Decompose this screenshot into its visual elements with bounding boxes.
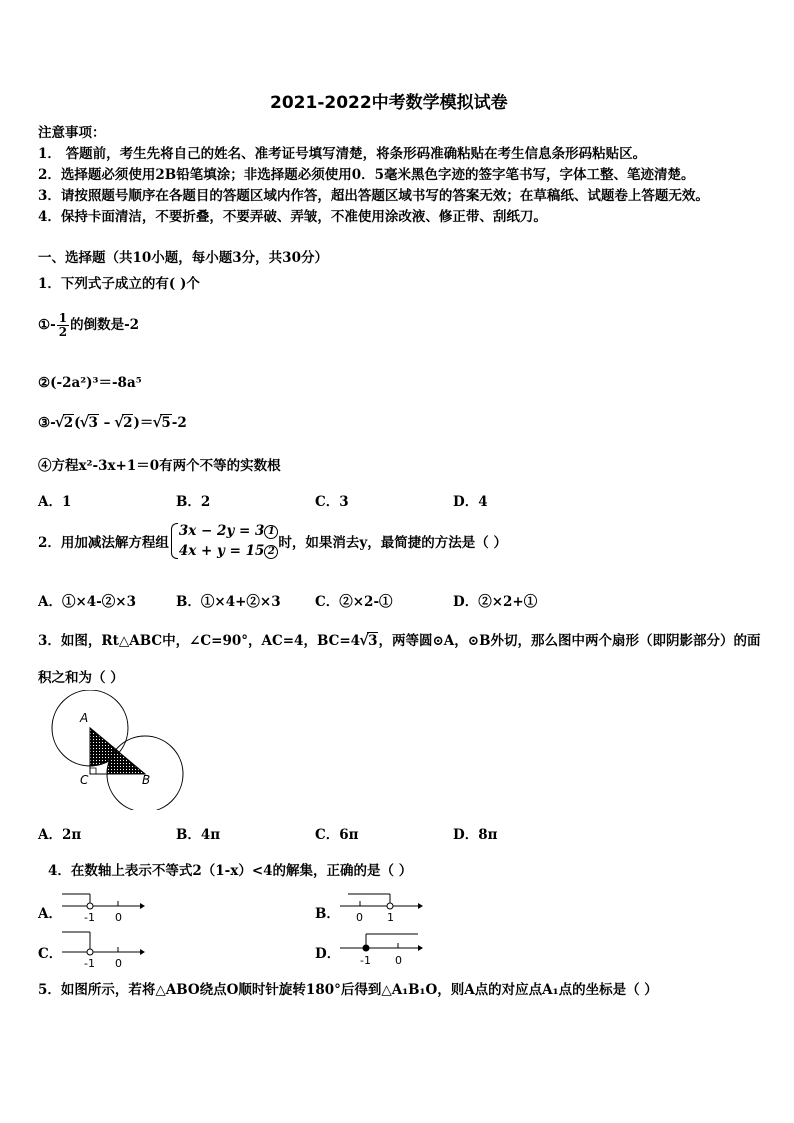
q1-option-d[interactable]: D．4 — [453, 494, 488, 510]
svg-text:0: 0 — [395, 954, 402, 967]
sector-b — [107, 750, 145, 774]
q4-stem: 4．在数轴上表示不等式2（1-x）<4的解集，正确的是（ ） — [48, 863, 413, 879]
q3-option-c[interactable]: C．6π — [315, 827, 359, 843]
sqrt: √ 3 — [360, 633, 378, 649]
sqrt: √ 2 — [56, 415, 74, 431]
svg-text:-1: -1 — [84, 957, 95, 970]
q1-stem: 1．下列式子成立的有( )个 — [38, 276, 200, 292]
svg-text:-1: -1 — [84, 911, 95, 924]
svg-text:1: 1 — [387, 911, 394, 924]
notice-item-4: 4．保持卡面清洁，不要折叠，不要弄破、弄皱，不准使用涂改液、修正带、刮纸刀。 — [38, 209, 547, 225]
label-b: B — [142, 773, 151, 787]
circled-number: 2 — [264, 545, 278, 559]
q2-option-a[interactable]: A．①×4-②×3 — [38, 594, 136, 610]
q4-option-b-label[interactable]: B． — [315, 906, 340, 922]
q1-statement-2: ②(-2a²)³＝-8a⁵ — [38, 375, 142, 391]
q3-option-a[interactable]: A．2π — [38, 827, 82, 843]
q4-option-a-label[interactable]: A． — [38, 906, 62, 922]
sqrt: √ 5 — [153, 415, 171, 431]
svg-text:0: 0 — [115, 957, 122, 970]
label-c: C — [80, 773, 89, 787]
q4-option-a-numberline[interactable] — [60, 888, 145, 924]
q4-option-d-numberline[interactable] — [338, 928, 423, 970]
right-angle-mark — [90, 768, 96, 774]
q1-statement-3: ③-√ 2(√ 3 – √ 2)＝√ 5-2 — [38, 411, 187, 431]
q3-option-d[interactable]: D．8π — [453, 827, 498, 843]
notice-heading: 注意事项： — [38, 125, 106, 141]
q3-figure — [50, 690, 190, 810]
label-a: A — [80, 711, 89, 725]
q5-stem: 5．如图所示，若将△ABO绕点O顺时针旋转180°后得到△A₁B₁O，则A点的对应点A₁点的坐标是（ ） — [38, 982, 658, 998]
svg-text:0: 0 — [356, 911, 363, 924]
q3-stem-line1: 3．如图，Rt△ABC中，∠C=90°，AC=4，BC=4√ 3，两等圆⊙A，⊙B外切，那么图中两个扇形（即阴影部分）的面 — [38, 629, 760, 649]
sqrt: √ 2 — [115, 415, 133, 431]
q3-option-b[interactable]: B．4π — [176, 827, 221, 843]
notice-item-3: 3．请按照题号顺序在各题目的答题区域内作答，超出答题区域书写的答案无效；在草稿纸、试题卷上答题无效。 — [38, 188, 709, 204]
q3-stem-line2: 积之和为（ ） — [38, 670, 124, 686]
svg-text:-1: -1 — [360, 954, 371, 967]
q2-stem: 2．用加减法解方程组 3x − 2y = 3 1 4x + y = 15 2 时，如果消去y，最简捷的方法是（ ） — [38, 523, 507, 559]
q1-statement-4: ④方程x²-3x+1＝0有两个不等的实数根 — [38, 458, 281, 474]
q4-option-b-numberline[interactable] — [338, 888, 423, 924]
notice-item-1: 1． 答题前，考生先将自己的姓名、准考证号填写清楚，将条形码准确粘贴在考生信息条形码粘贴区。 — [38, 146, 647, 162]
section-heading: 一、选择题（共10小题，每小题3分，共30分） — [38, 250, 328, 266]
notice-item-2: 2．选择题必须使用2B铅笔填涂；非选择题必须使用0．5毫米黑色字迹的签字笔书写，字体工整、笔迹清楚。 — [38, 167, 695, 183]
q1-option-c[interactable]: C．3 — [315, 494, 349, 510]
svg-text:0: 0 — [115, 911, 122, 924]
q4-option-c-numberline[interactable] — [60, 928, 145, 970]
circled-number: 1 — [264, 525, 278, 539]
sqrt: √ 3 — [81, 415, 99, 431]
q4-option-d-label[interactable]: D． — [315, 946, 341, 962]
fraction: $\frac{1}{2}$ — [58, 311, 68, 339]
q2-option-c[interactable]: C．②×2-① — [315, 594, 393, 610]
q1-statement-1: ①- $\frac{1}{2}$ 的倒数是-2 — [38, 311, 140, 339]
page-title: 2021-2022中考数学模拟试卷 — [270, 93, 508, 113]
q1-option-a[interactable]: A．1 — [38, 494, 72, 510]
q2-option-d[interactable]: D．②×2+① — [453, 594, 538, 610]
q2-option-b[interactable]: B．①×4+②×3 — [176, 594, 281, 610]
q1-option-b[interactable]: B．2 — [176, 494, 211, 510]
q4-option-c-label[interactable]: C． — [38, 946, 63, 962]
equation-system: 3x − 2y = 3 1 4x + y = 15 2 — [169, 521, 279, 561]
